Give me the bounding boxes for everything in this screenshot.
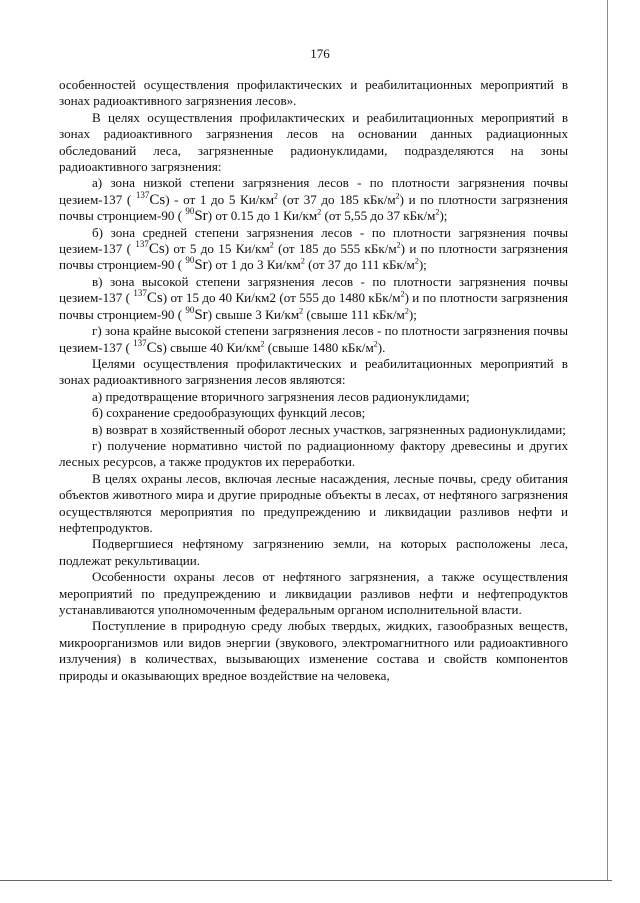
strontium-isotope [185, 304, 208, 323]
zone-text: (свыше 111 кБк/м [303, 306, 405, 322]
zone-text: ) от 1 до 3 Ки/км [207, 257, 301, 273]
cesium-isotope [135, 241, 164, 257]
isotope-symbol: Cs [149, 191, 166, 208]
superscript-2: 2 [269, 240, 274, 250]
zone-text: ); [418, 257, 427, 273]
goal-item: б) сохранение средообразующих функций лесов; [92, 405, 366, 421]
goal-item: в) возврат в хозяйственный оборот лесных участков, загрязненных радионуклидами; [92, 421, 566, 437]
zone-medium-item [59, 225, 568, 274]
zone-text: а) зона низкой степени загрязнения лесов - по плотности загрязнения почвы цезием-137 ( [59, 175, 568, 207]
zone-text: ); [408, 306, 417, 322]
page-right-border [607, 0, 608, 880]
isotope-mass: 90 [185, 206, 195, 217]
zone-text: ) от 15 до 40 Ки/км2 (от 555 до 1480 кБк/м [162, 290, 401, 306]
superscript-2: 2 [400, 289, 405, 299]
cesium-isotope [133, 290, 162, 306]
zone-text: в) зона высокой степени загрязнения лесов - по плотности загрязнения почвы цезием-137 ( [59, 273, 568, 306]
isotope-mass: 90 [185, 255, 195, 266]
isotope-mass: 137 [135, 239, 149, 250]
isotope-symbol: Sr [194, 208, 208, 225]
superscript-2: 2 [274, 191, 279, 201]
superscript-2: 2 [373, 339, 378, 349]
superscript-2: 2 [435, 207, 440, 217]
zone-text: б) зона средней степени загрязнения лесов - по плотности загрязнения почвы цезием-137 ( [59, 224, 568, 257]
zone-very-high-item [59, 323, 568, 356]
goal-item: г) получение нормативно чистой по радиационному фактору древесины и других лесных ресурсов, а также продуктов их переработки. [59, 437, 568, 470]
zone-text: (свыше 1480 кБк/м [264, 339, 374, 355]
paragraph-pollution-definition: Поступление в природную среду любых твердых, жидких, газообразных веществ, микроорганизмов или видов энергии (звукового, электромагнитного или радиоактивного излучения) в количествах, вызывающих изменение состава и свойств компонентов природы и оказывающих вредное воздействие на человека, [59, 618, 568, 683]
zone-text: ) от 0.15 до 1 Ки/км [207, 208, 318, 224]
cesium-isotope [133, 337, 163, 356]
superscript-2: 2 [404, 306, 409, 316]
zone-text: ). [377, 339, 386, 355]
zone-text: (от 37 до 111 кБк/м [304, 257, 415, 273]
page-bottom-border [0, 880, 612, 881]
isotope-symbol: Cs [148, 241, 165, 258]
goal-item: а) предотвращение вторичного загрязнения лесов радионуклидами; [92, 388, 470, 404]
paragraph-goals-intro: Целями осуществления профилактических и реабилитационных мероприятий в зонах радиоактивного загрязнения лесов являются: [59, 355, 568, 388]
zone-text: г) зона крайне высокой степени загрязнения лесов - по плотности загрязнения почвы цезием-137 ( [59, 323, 568, 355]
isotope-mass: 137 [135, 189, 150, 200]
zone-text: ) свыше 3 Ки/км [207, 306, 300, 322]
isotope-symbol: Cs [146, 339, 163, 356]
paragraph-zones-intro: В целях осуществления профилактических и реабилитационных мероприятий в зонах радиоактивного загрязнения лесов на основании данных радиационных обследований леса, загрязненные радионуклидами, подразделяются на зоны радиоактивного загрязнения: [59, 109, 568, 175]
strontium-isotope [185, 208, 207, 224]
isotope-symbol: Sr [194, 306, 208, 323]
cesium-isotope [135, 189, 166, 208]
paragraph-recultivation: Подвергшиеся нефтяному загрязнению земли, на которых расположены леса, подлежат рекультивации. [59, 536, 568, 568]
zone-text: ); [439, 208, 448, 224]
zone-text: ) и по плотности загрязнения почвы стронцием-90 ( [59, 191, 569, 224]
isotope-mass: 137 [133, 337, 147, 348]
zone-text: ) и по плотности загрязнения почвы стронцием-90 ( [59, 241, 569, 273]
isotope-mass: 90 [185, 304, 195, 315]
document-body [59, 77, 568, 684]
superscript-2: 2 [260, 339, 265, 349]
zone-text: ) от 5 до 15 Ки/км [164, 241, 270, 257]
page-number: 176 [310, 46, 330, 61]
superscript-2: 2 [414, 257, 419, 267]
superscript-2: 2 [317, 207, 322, 217]
zone-text: (от 185 до 555 кБк/м [273, 241, 397, 257]
zone-high-item [59, 274, 568, 323]
isotope-symbol: Sr [194, 257, 208, 274]
superscript-2: 2 [396, 240, 401, 250]
zone-low-item [59, 175, 568, 224]
paragraph-oil-protection: В целях охраны лесов, включая лесные насаждения, лесные почвы, среду обитания объектов животного мира и другие природные объекты в лесах, от нефтяного загрязнения осуществляются мероприятия по предупреждению и ликвидации разливов нефти и нефтепродуктов. [59, 470, 568, 535]
zone-text: ) и по плотности загрязнения почвы стронцием-90 ( [59, 290, 568, 322]
paragraph-intro-end: особенностей осуществления профилактических и реабилитационных мероприятий в зонах радиоактивного загрязнения лесов». [59, 77, 568, 109]
superscript-2: 2 [300, 257, 305, 267]
zone-text: (от 37 до 185 кБк/м [278, 191, 396, 207]
paragraph-oil-features: Особенности охраны лесов от нефтяного загрязнения, а также осуществления мероприятий по предупреждению и ликвидации разливов нефти и нефтепродуктов устанавливаются уполномоченным федеральным органом исполнительной власти. [59, 569, 568, 617]
isotope-mass: 137 [133, 288, 147, 299]
superscript-2: 2 [299, 306, 304, 316]
zone-text: ) свыше 40 Ки/км [162, 339, 261, 355]
isotope-symbol: Cs [146, 290, 163, 307]
superscript-2: 2 [395, 191, 400, 201]
zone-text: ) - от 1 до 5 Ки/км [165, 191, 275, 207]
strontium-isotope [185, 257, 207, 273]
zone-text: (от 5,55 до 37 кБк/м [321, 208, 436, 224]
